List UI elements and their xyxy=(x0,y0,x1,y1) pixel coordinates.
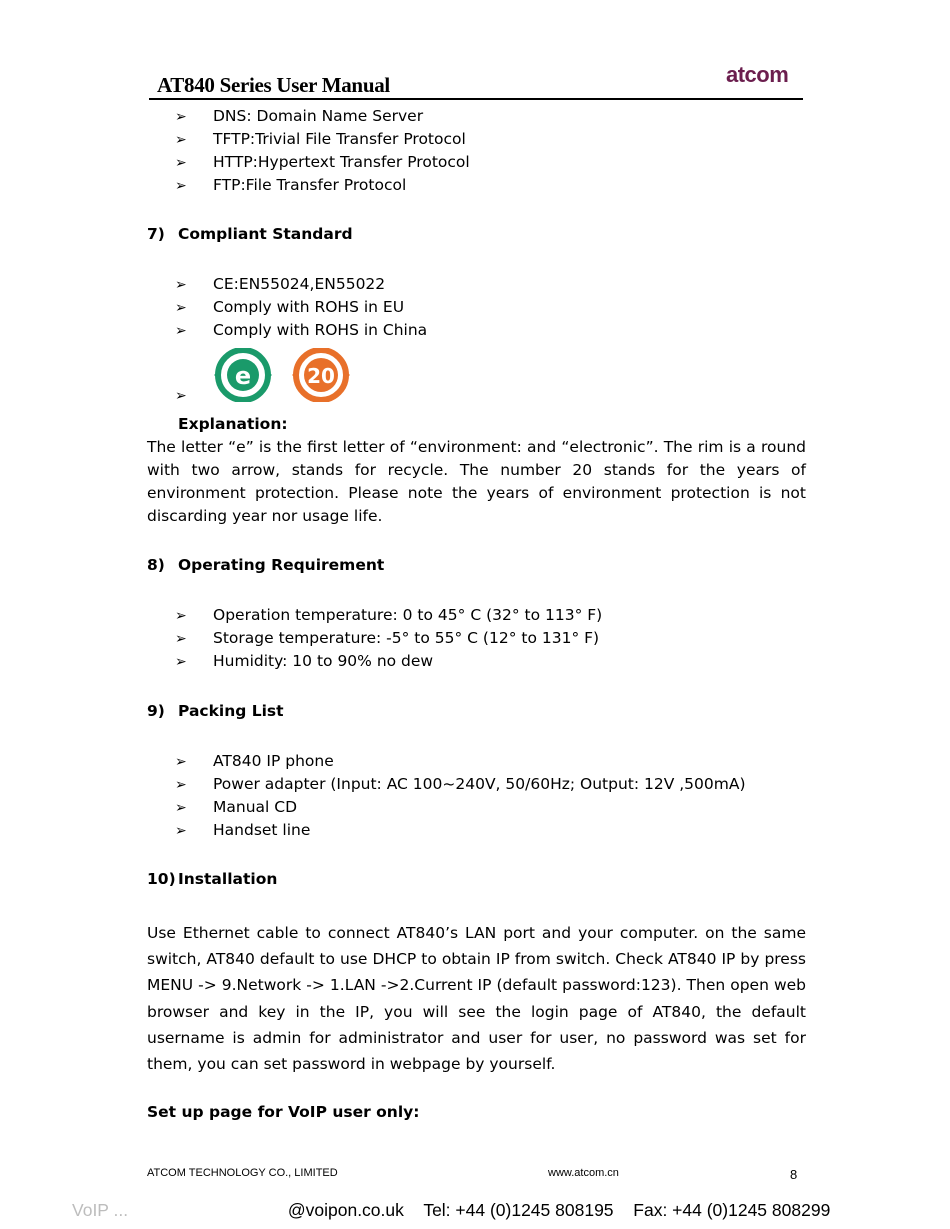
list-item: ➢ Operation temperature: 0 to 45° C (32° to 113° F) xyxy=(175,604,602,628)
bullet-arrow-icon: ➢ xyxy=(175,277,187,293)
explanation-heading: Explanation: xyxy=(178,415,288,433)
list-item: ➢ Comply with ROHS in China xyxy=(175,319,427,343)
list-item xyxy=(175,384,213,408)
installation-paragraph: Use Ethernet cable to connect AT840’s LAN port and your computer. on the same switch, AT840 default to use DHCP to obtain IP from switch. Check AT840 IP by press MENU -> 9.Network -> 1.LAN ->2.Current IP (default password:123). Then open web browser and key in the IP, you will see the login page of AT840, the default username is admin for administrator and user for user, no password was set for them, you can set password in webpage by yourself. xyxy=(147,924,806,1074)
header-divider xyxy=(149,98,803,100)
list-item: ➢ TFTP:Trivial File Transfer Protocol xyxy=(175,128,466,152)
contact-email-faded: VoIP ... xyxy=(72,1200,129,1220)
bullet-arrow-icon: ➢ xyxy=(175,109,187,125)
bullet-arrow-icon: ➢ xyxy=(175,178,187,194)
contact-email-domain: @voipon.co.uk xyxy=(287,1200,404,1220)
setup-heading: Set up page for VoIP user only: xyxy=(147,1103,420,1121)
list-item: ➢ CE:EN55024,EN55022 xyxy=(175,273,385,297)
bullet-arrow-icon: ➢ xyxy=(175,800,187,816)
list-item: ➢ Comply with ROHS in EU xyxy=(175,296,404,320)
section-heading-packing-list: 9) Packing List xyxy=(147,702,284,720)
bullet-arrow-icon: ➢ xyxy=(175,823,187,839)
list-item: ➢ Power adapter (Input: AC 100~240V, 50/60Hz; Output: 12V ,500mA) xyxy=(175,773,746,797)
list-item: ➢ Manual CD xyxy=(175,796,297,820)
bullet-arrow-icon: ➢ xyxy=(175,323,187,339)
contact-strip xyxy=(72,1200,830,1221)
rohs-e-icon xyxy=(212,348,276,402)
section-heading-installation: 10) Installation xyxy=(147,870,278,888)
list-item: ➢ HTTP:Hypertext Transfer Protocol xyxy=(175,151,470,175)
footer-company: ATCOM TECHNOLOGY CO., LIMITED xyxy=(147,1167,338,1179)
bullet-arrow-icon: ➢ xyxy=(175,654,187,670)
bullet-arrow-icon: ➢ xyxy=(175,777,187,793)
footer-website: www.atcom.cn xyxy=(548,1167,619,1179)
bullet-arrow-icon: ➢ xyxy=(175,132,187,148)
page-number: 8 xyxy=(790,1167,798,1182)
contact-fax: Fax: +44 (0)1245 808299 xyxy=(633,1200,831,1220)
bullet-arrow-icon: ➢ xyxy=(175,388,187,404)
list-item: ➢ AT840 IP phone xyxy=(175,750,334,774)
list-item: ➢ Humidity: 10 to 90% no dew xyxy=(175,650,433,674)
atcom-logo: atcom xyxy=(726,62,789,87)
bullet-arrow-icon: ➢ xyxy=(175,631,187,647)
document-title: AT840 Series User Manual xyxy=(157,73,390,97)
rohs-20-label: 20 xyxy=(307,364,335,388)
bullet-arrow-icon: ➢ xyxy=(175,608,187,624)
rohs-e-label: e xyxy=(234,362,252,390)
bullet-arrow-icon: ➢ xyxy=(175,754,187,770)
bullet-arrow-icon: ➢ xyxy=(175,300,187,316)
section-heading-compliant-standard: 7) Compliant Standard xyxy=(147,225,353,243)
section-heading-operating-requirement: 8) Operating Requirement xyxy=(147,556,385,574)
list-item: ➢ Handset line xyxy=(175,819,310,843)
contact-tel: Tel: +44 (0)1245 808195 xyxy=(423,1200,614,1220)
explanation-paragraph: The letter “e” is the first letter of “environment: and “electronic”. The rim is a round with two arrow, stands for recycle. The number 20 stands for the years of environment protection. Please note the years of environment protection is not discarding year nor usage life. xyxy=(147,438,806,525)
rohs-20-icon xyxy=(290,348,354,402)
list-item: ➢ DNS: Domain Name Server xyxy=(175,105,423,129)
bullet-arrow-icon: ➢ xyxy=(175,155,187,171)
list-item: ➢ FTP:File Transfer Protocol xyxy=(175,174,406,198)
list-item: ➢ Storage temperature: -5° to 55° C (12° to 131° F) xyxy=(175,627,599,651)
